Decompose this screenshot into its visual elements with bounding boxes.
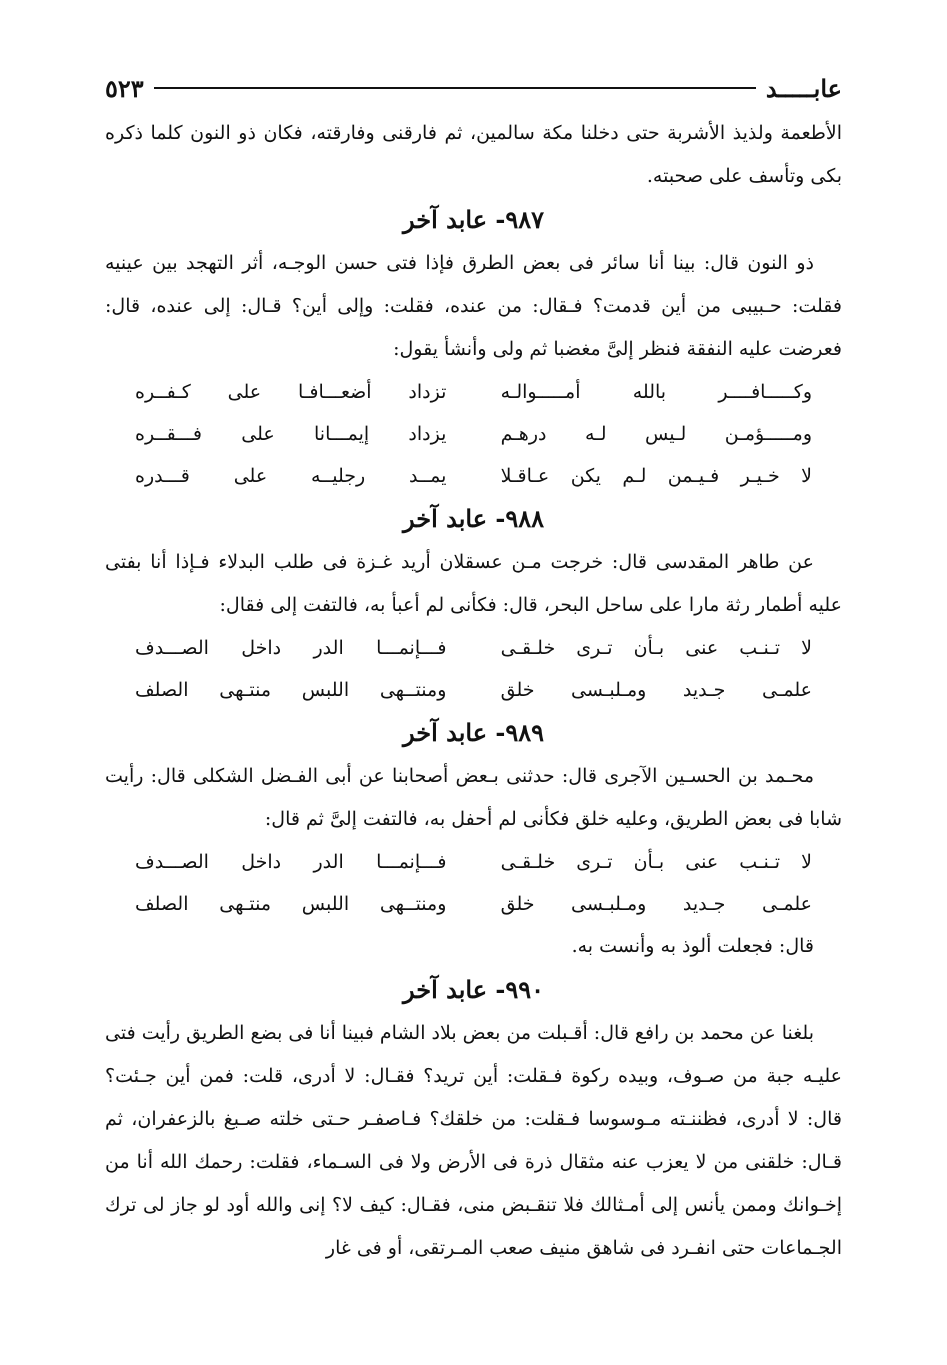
verse-second-hemistich: ومنتــهى اللبس منتـهى الصلف xyxy=(135,679,447,701)
verse-second-hemistich: تزداد أضعـــافـا على كـفــره xyxy=(135,381,447,403)
section-paragraph-987: ذو النون قال: بينا أنا سائر فى بعض الطرق فإذا فتى حسن الوجـه، أثر التهجد بين عينيه فقلت: حـبيبى من أين قدمت؟ فـقال: من عنده، فقلت: وإلى أين؟ قـال: إلى عنده، قال: فعرضت عليه النفقة فنظر إلىَّ مغضبا ثم ولى وأنشأ يقول: xyxy=(105,252,842,360)
verses-988 xyxy=(135,627,812,711)
verses-987 xyxy=(135,371,812,497)
header-rule xyxy=(154,87,756,89)
verse-row xyxy=(135,371,812,413)
section-heading-989: ٩٨٩- عابد آخر xyxy=(403,718,544,747)
verse-first-hemistich: علمـى جـديد ومـلبـسى خلق xyxy=(500,893,812,915)
section-closing-989: قال: فجعلت ألوذ به وأنست به. xyxy=(571,935,814,957)
verse-row xyxy=(135,841,812,883)
section-paragraph-990: بلغنا عن محمد بن رافع قال: أقـبلت من بعض بلاد الشام فبينا أنا فى بضع الطريق رأيت فتى عليـه جبة من صـوف، وبيده ركوة فـقلت: أين تريد؟ فقـال: لا أدرى، قلت: فمن أين جـئت؟ قال: لا أدرى، فظننـته مـوسوسا فـقلت: من خلقك؟ فـاصفـر حـتى خلته صـبغ بالزعفران، ثم قـال: خلقنى من لا يعزب عنه مثقال ذرة فى الأرض ولا فى السـماء، فقلت: رحمك الله أنا من إخـوانك وممن يأنس إلى أمـثالك فلا تنقـبض منى، فقـال: كيف لا؟ إنى والله أود لو جاز لى ترك الجـماعات حتى انفـرد فى شاهق منيف صعب المـرتقى، أو فى غار xyxy=(105,1022,842,1259)
verse-first-hemistich: علمـى جـديد ومـلبـسى خلق xyxy=(500,679,812,701)
verse-row xyxy=(135,455,812,497)
verse-row xyxy=(135,883,812,925)
running-head: عابـــــد xyxy=(765,73,842,103)
verse-row xyxy=(135,413,812,455)
verses-989 xyxy=(135,841,812,925)
verse-row xyxy=(135,627,812,669)
verse-second-hemistich: يزداد إيمـــانا على فـــقــره xyxy=(135,423,447,445)
verse-first-hemistich: لا تـنـب عنى بـأن تـرى خلـقـى xyxy=(500,851,812,873)
verse-first-hemistich: وكـــــافــــر بالله أمـــــوالـه xyxy=(500,381,812,403)
verse-first-hemistich: لا خـيـر فـيـمن لـم يكن عـاقـلا xyxy=(500,465,812,487)
section-paragraph-988: عن طاهر المقدسى قال: خرجت مـن عسقلان أريد غـزة فى طلب البدلاء فـإذا أنا بفتى عليه أطمار رثة مارا على ساحل البحر، قال: فكأنى لم أعبأ به، فالتفت إلى فقال: xyxy=(105,551,842,616)
intro-paragraph: الأطعمة ولذيذ الأشربة حتى دخلنا مكة سالمين، ثم فارقنى وفارقته، فكان ذو النون كلما ذكره بكى وتأسف على صحبته. xyxy=(105,122,842,187)
verse-second-hemistich: فـــإنمـــا الدر داخل الصـــدف xyxy=(135,637,447,659)
verse-second-hemistich: ومنتــهى اللبس منتـهى الصلف xyxy=(135,893,447,915)
verse-row xyxy=(135,669,812,711)
section-heading-990: ٩٩٠- عابد آخر xyxy=(403,975,544,1004)
section-heading-987: ٩٨٧- عابد آخر xyxy=(403,205,544,234)
page-header xyxy=(105,70,842,106)
verse-second-hemistich: يمــد رجليــه على قـــدره xyxy=(135,465,447,487)
section-paragraph-989: محـمد بن الحسـين الآجرى قال: حدثنى بـعض أصحابنا عن أبى الفـضل الشكلى قال: رأيت شابا فى بعض الطريق، وعليه خلق فكأنى لم أحفل به، فالتفت إلىَّ ثم قال: xyxy=(105,765,842,830)
verse-first-hemistich: ومـــــؤمـن لـيس لـه درهـم xyxy=(500,423,812,445)
verse-second-hemistich: فـــإنمـــا الدر داخل الصـــدف xyxy=(135,851,447,873)
verse-first-hemistich: لا تـنـب عنى بـأن تـرى خلـقـى xyxy=(500,637,812,659)
page-number: ٥٢٣ xyxy=(105,73,144,103)
section-heading-988: ٩٨٨- عابد آخر xyxy=(403,504,544,533)
